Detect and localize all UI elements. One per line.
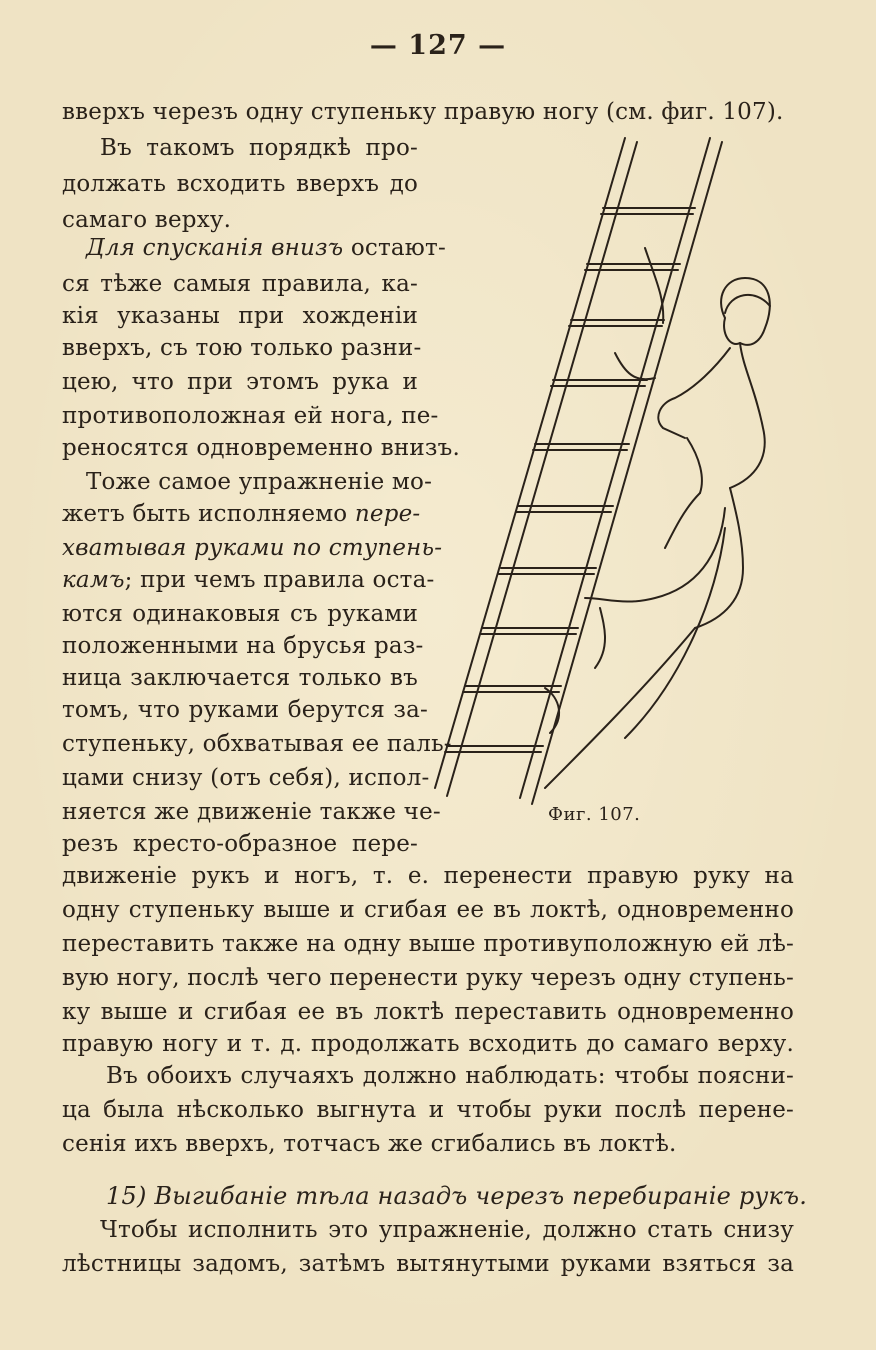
text-line: кія указаны при хожденіи — [62, 303, 418, 329]
text-line: положенными на брусья раз- — [62, 633, 424, 659]
text-line: ются одинаковыя съ руками — [62, 601, 418, 627]
section-heading: 15) Выгибаніе тѣла назадъ черезъ перебираніе рукъ. — [106, 1182, 808, 1210]
text-line: вую ногу, послѣ чего перенести руку черезъ одну ступень- — [62, 965, 794, 991]
text-line: лѣстницы задомъ, затѣмъ вытянутыми руками взяться за — [62, 1251, 794, 1277]
italic-term: хватывая руками по ступень- — [62, 535, 443, 561]
text-line — [62, 530, 443, 566]
text-line: жетъ быть исполняемо пере- — [62, 501, 421, 527]
text-line: Для спусканія внизъ остают- — [86, 235, 446, 261]
ladder-climber-illustration — [425, 128, 805, 818]
text-line: цею, что при этомъ рука и — [62, 369, 418, 395]
text-line: правую ногу и т. д. продолжать всходить до самаго верху. — [62, 1031, 794, 1057]
text-line: няется же движеніе также че- — [62, 799, 441, 825]
text-line: резъ кресто-образное пере- — [62, 831, 418, 857]
text-line: ница заключается только въ — [62, 665, 418, 691]
text-line: цами снизу (отъ себя), испол- — [62, 765, 430, 791]
text-line: реносятся одновременно внизъ. — [62, 435, 461, 461]
text-line: Въ обоихъ случаяхъ должно наблюдать: чтобы поясни- — [106, 1063, 794, 1089]
italic-term: пере- — [354, 501, 421, 527]
text-line: Чтобы исполнить это упражненіе, должно стать снизу — [100, 1217, 794, 1243]
text-line: переставить также на одну выше противуположную ей лѣ- — [62, 931, 794, 957]
text-line: вверхъ, съ тою только разни- — [62, 335, 422, 361]
ladder-figure-svg — [425, 128, 805, 818]
italic-term: камъ — [62, 567, 125, 593]
text-line: ступеньку, обхватывая ее паль- — [62, 731, 452, 757]
text-line: одну ступеньку выше и сгибая ее въ локтѣ, одновременно — [62, 897, 794, 923]
text-line: ку выше и сгибая ее въ локтѣ переставить одновременно — [62, 999, 794, 1025]
text-line: ца была нѣсколько выгнута и чтобы руки послѣ перене- — [62, 1097, 794, 1123]
page-number: — 127 — — [369, 30, 507, 61]
text-line: должать всходить вверхъ до — [62, 171, 418, 197]
text-line: вверхъ черезъ одну ступеньку правую ногу (см. фиг. 107). — [62, 99, 784, 125]
text-line: противоположная ей нога, пе- — [62, 403, 439, 429]
figure-caption: Фиг. 107. — [548, 804, 641, 825]
text-line: движеніе рукъ и ногъ, т. е. перенести правую руку на — [62, 863, 794, 889]
text-line: Въ такомъ порядкѣ про- — [100, 135, 418, 161]
text-line: Тоже самое упражненіе мо- — [86, 469, 433, 495]
italic-term: Для спусканія внизъ — [86, 235, 344, 261]
text-line: самаго верху. — [62, 207, 232, 233]
text-line: камъ; при чемъ правила оста- — [62, 567, 435, 593]
text-line: сенія ихъ вверхъ, тотчасъ же сгибались въ локтѣ. — [62, 1131, 677, 1157]
text-line: ся тѣже самыя правила, ка- — [62, 271, 418, 297]
text-line: томъ, что руками берутся за- — [62, 697, 428, 723]
